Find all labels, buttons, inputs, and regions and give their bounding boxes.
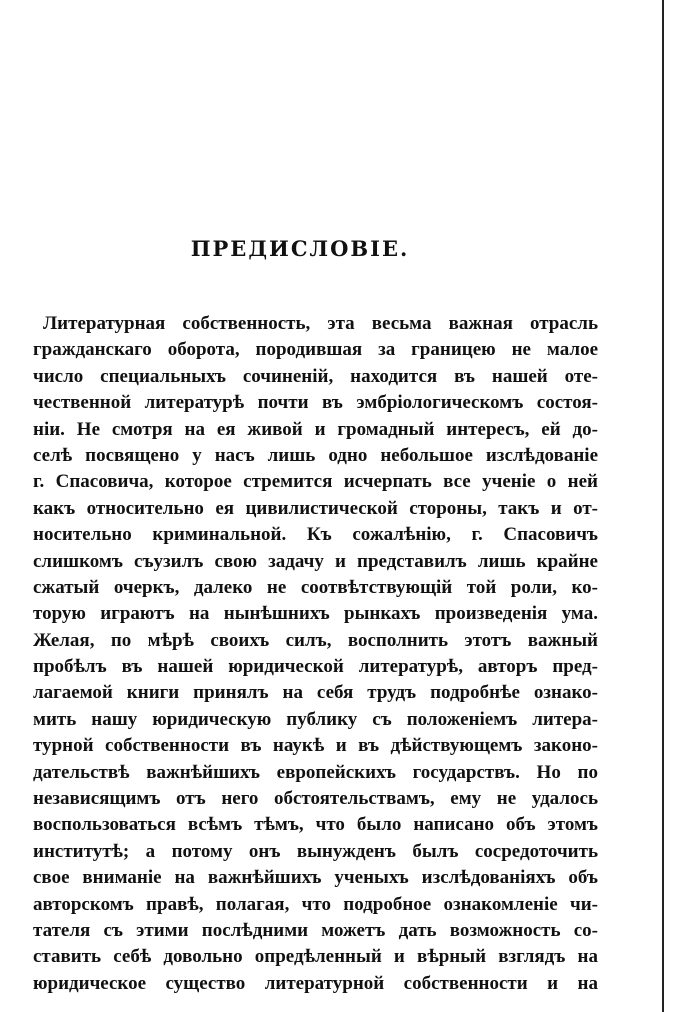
text-line: чественной литературѣ почти въ эмбрiологическомъ состоя- bbox=[33, 392, 598, 414]
text-line: сжатый очеркъ, далеко не соотвѣтствующiй той роли, ко- bbox=[33, 576, 598, 598]
text-line: нiи. Не смотря на ея живой и громадный интересъ, ей до- bbox=[33, 418, 598, 440]
text-line: турной собственности въ наукѣ и въ дѣйствующемъ законо- bbox=[33, 735, 598, 757]
page-title: ПРЕДИСЛОВIЕ. bbox=[190, 236, 410, 261]
text-line: какъ относительно ея цивилистической стороны, такъ и от- bbox=[33, 497, 598, 519]
page-edge-line bbox=[662, 0, 664, 1012]
text-line: слишкомъ съузилъ свою задачу и представилъ лишь крайне bbox=[33, 550, 598, 572]
text-line: ставить себѣ довольно опредѣленный и вѣрный взглядъ на bbox=[33, 946, 598, 968]
text-line: число специальныхъ сочиненiй, находится въ нашей оте- bbox=[33, 365, 598, 387]
text-line: воспользоваться всѣмъ тѣмъ, что было написано объ этомъ bbox=[33, 814, 598, 836]
text-line: независящимъ отъ него обстоятельствамъ, ему не удалось bbox=[33, 788, 598, 810]
text-line: дательствѣ важнѣйшихъ европейскихъ государствъ. Но по bbox=[33, 761, 598, 783]
text-line: мить нашу юридическую публику съ положенiемъ литера- bbox=[33, 708, 598, 730]
text-line: носительно криминальной. Къ сожалѣнiю, г. Спасовичъ bbox=[33, 524, 598, 546]
text-line: гражданскаго оборота, породившая за границею не малое bbox=[33, 339, 598, 361]
text-line: г. Спасовича, которое стремится исчерпать все ученiе о ней bbox=[33, 471, 598, 493]
text-line: свое вниманiе на важнѣйшихъ ученыхъ изслѣдованiяхъ объ bbox=[33, 867, 598, 889]
text-line: юридическое существо литературной собственности и на bbox=[33, 972, 598, 994]
text-line: торую играютъ на нынѣшнихъ рынкахъ произведенiя ума. bbox=[33, 603, 598, 625]
text-line: институтѣ; а потому онъ вынужденъ былъ сосредоточить bbox=[33, 840, 598, 862]
preface-text bbox=[33, 311, 598, 997]
text-line: Литературная собственность, эта весьма важная отрасль bbox=[43, 313, 598, 334]
text-line: авторскомъ правѣ, полагая, что подробное ознакомленiе чи- bbox=[33, 893, 598, 915]
text-line: тателя съ этими послѣдними можетъ дать возможность со- bbox=[33, 919, 598, 941]
text-line: Желая, по мѣрѣ своихъ силъ, восполнить этотъ важный bbox=[33, 629, 598, 651]
text-line: лагаемой книги принялъ на себя трудъ подробнѣе ознако- bbox=[33, 682, 598, 704]
text-line: пробѣлъ въ нашей юридической литературѣ, авторъ пред- bbox=[33, 656, 598, 678]
text-line: селѣ посвящено у насъ лишь одно небольшое изслѣдованiе bbox=[33, 444, 598, 466]
